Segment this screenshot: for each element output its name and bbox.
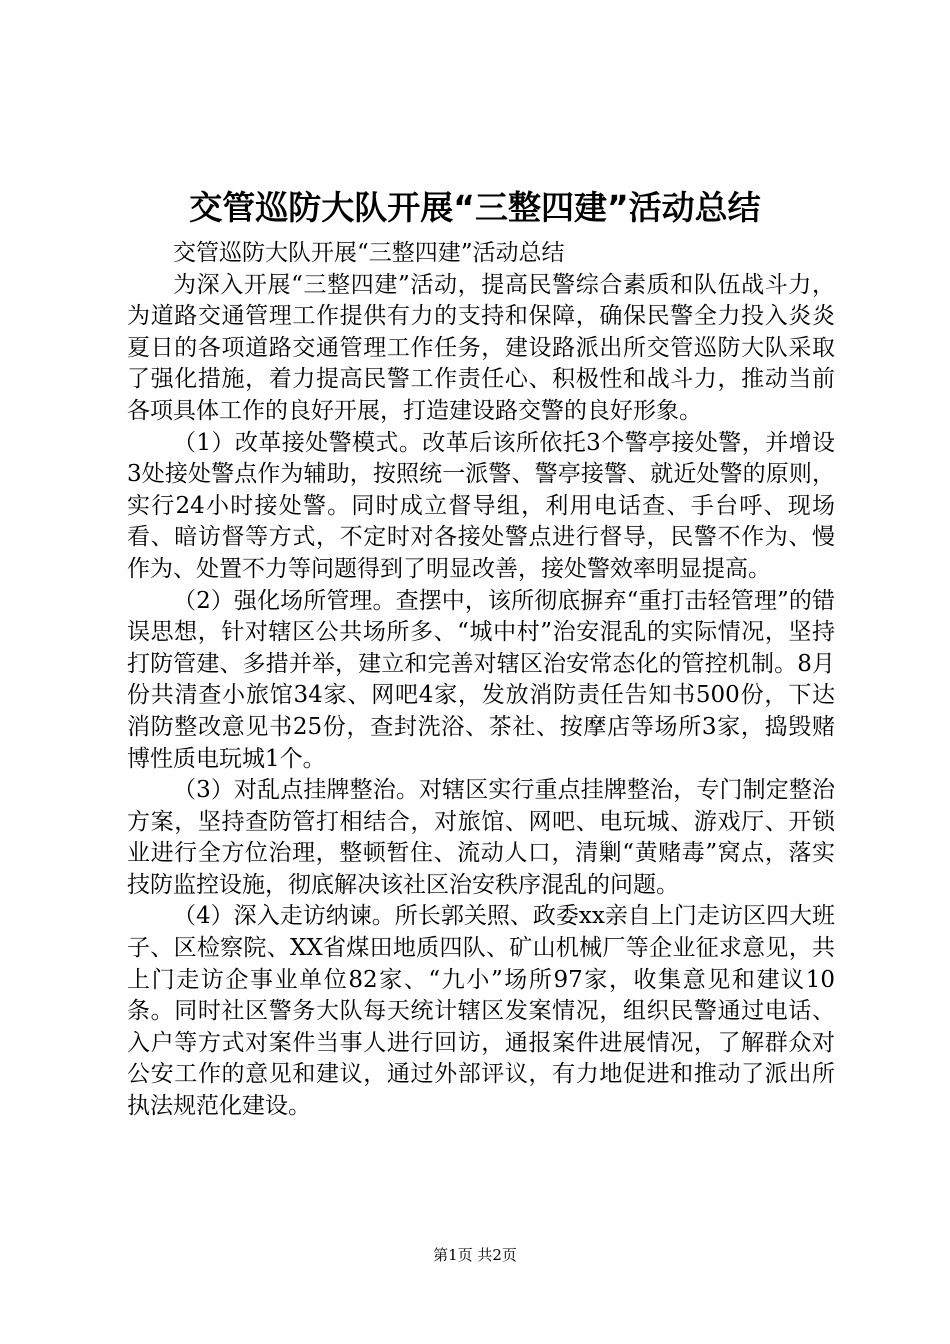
page-number-footer: 第1页 共2页 <box>433 1246 517 1264</box>
document-title: 交管巡防大队开展“三整四建”活动总结 <box>189 188 761 227</box>
paragraph-item-4: （4）深入走访纳谏。所长郭关照、政委xx亲自上门走访区四大班子、区检察院、XX省煤田地质四队、矿山机械厂等企业征求意见，共上门走访企事业单位82家、“九小”场所97家，收集意见和建议10条。同时社区警务大队每天统计辖区发案情况，组织民警通过电话、入户等方式对案件当事人进行回访，通报案件进展情况，了解群众对公安工作的意见和建议，通过外部评议，有力地促进和推动了派出所执法规范化建设。 <box>127 903 835 1120</box>
paragraph-item-3: （3）对乱点挂牌整治。对辖区实行重点挂牌整治，专门制定整治方案，坚持查防管打相结合，对旅馆、网吧、电玩城、游戏厅、开锁业进行全方位治理，整顿暂住、流动人口，清剿“黄赌毒”窝点，落实技防监控设施，彻底解决该社区治安秩序混乱的问题。 <box>127 777 835 898</box>
paragraph-item-1: （1）改革接处警模式。改革后该所依托3个警亭接处警，并增设3处接处警点作为辅助，按照统一派警、警亭接警、就近处警的原则，实行24小时接处警。同时成立督导组，利用电话查、手台呼、现场看、暗访督等方式，不定时对各接处警点进行督导，民警不作为、慢作为、处置不力等问题得到了明显改善，接处警效率明显提高。 <box>127 429 835 582</box>
document-subtitle: 交管巡防大队开展“三整四建”活动总结 <box>173 240 565 266</box>
document-body <box>127 238 835 1123</box>
paragraph-item-2: （2）强化场所管理。查摆中，该所彻底摒弃“重打击轻管理”的错误思想，针对辖区公共场所多、“城中村”治安混乱的实际情况，坚持打防管建、多措并举，建立和完善对辖区治安常态化的管控机制。8月份共清查小旅馆34家、网吧4家，发放消防责任告知书500份，下达消防整改意见书25份，查封洗浴、茶社、按摩店等场所3家，捣毁赌博性质电玩城1个。 <box>127 587 835 772</box>
paragraph-intro: 为深入开展“三整四建”活动，提高民警综合素质和队伍战斗力，为道路交通管理工作提供有力的支持和保障，确保民警全力投入炎炎夏日的各项道路交通管理工作任务，建设路派出所交管巡防大队采取了强化措施，着力提高民警工作责任心、积极性和战斗力，推动当前各项具体工作的良好开展，打造建设路交警的良好形象。 <box>127 271 835 424</box>
